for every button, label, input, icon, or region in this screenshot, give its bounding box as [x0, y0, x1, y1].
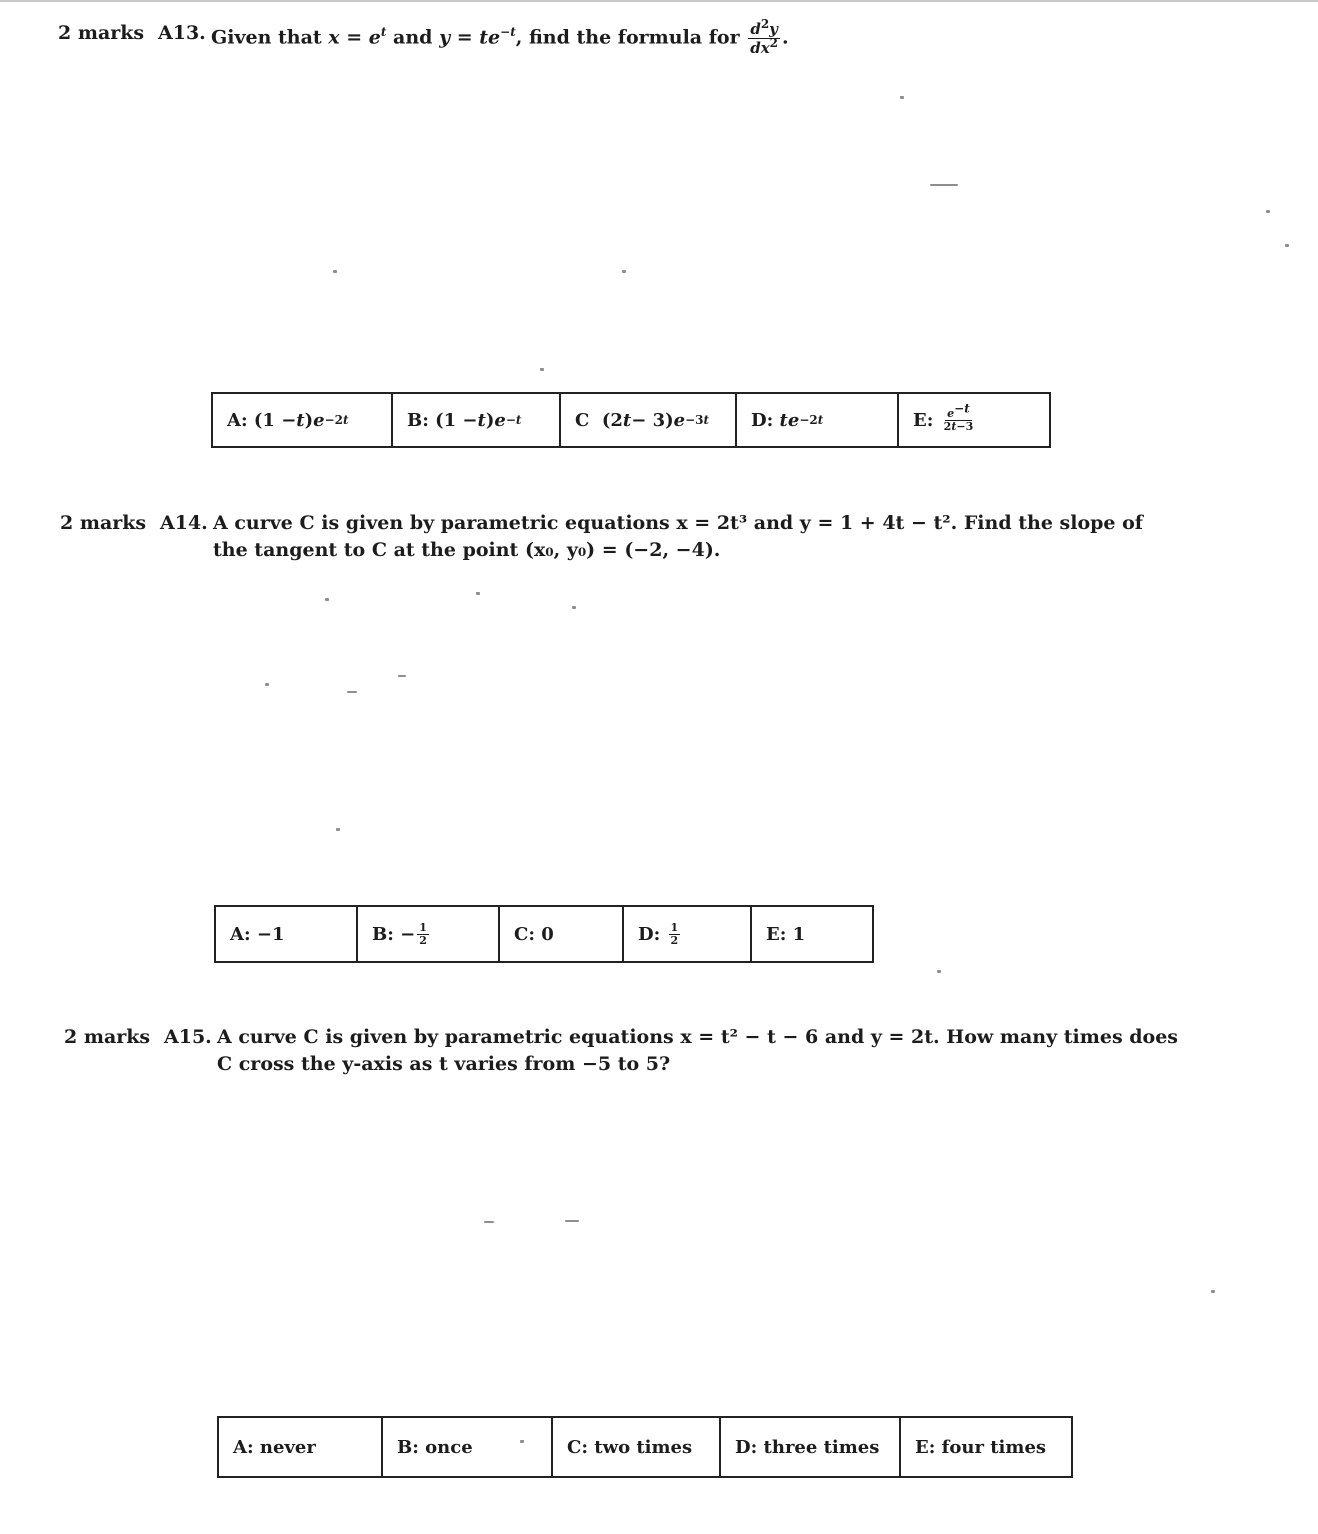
- answer-option-b[interactable]: B: − $\frac{1}{2}$: [358, 907, 500, 961]
- answer-option-e[interactable]: E: four times: [915, 1436, 1047, 1458]
- answer-option-b[interactable]: B: (1 − t ) e −t: [393, 394, 561, 446]
- question-text: Given that $x = e^t$ and $y = te^{-t}$, find the formula for $\frac{d^2y}{dx^2}$ .: [211, 17, 789, 57]
- page-top-edge: [0, 0, 1318, 2]
- answer-choices-a14: [214, 905, 874, 963]
- marks-label: 2 marks: [64, 1026, 151, 1048]
- answer-option-c[interactable]: C: 0: [500, 907, 624, 961]
- answer-option-d[interactable]: D: $\frac{1}{2}$: [624, 907, 752, 961]
- answer-choices-a15: [217, 1416, 1073, 1478]
- question-a15: [64, 1024, 1264, 1084]
- answer-option-c[interactable]: C: two times: [553, 1418, 721, 1476]
- question-number: A14.: [160, 512, 208, 534]
- answer-option-e[interactable]: E: $\frac{e^{-t}}{2t-3}$: [913, 400, 974, 433]
- answer-option-a[interactable]: A: (1 − t ) e −2t: [213, 394, 393, 446]
- answer-option-b[interactable]: B: once: [383, 1418, 553, 1476]
- answer-option-e[interactable]: E: 1: [766, 923, 806, 945]
- answer-option-d[interactable]: D: three times: [721, 1418, 901, 1476]
- answer-option-a[interactable]: A: never: [219, 1418, 383, 1476]
- answer-option-a[interactable]: A: −1: [216, 907, 358, 961]
- marks-label: 2 marks: [58, 22, 145, 44]
- question-a14: [60, 510, 1260, 570]
- marks-label: 2 marks: [60, 512, 147, 534]
- question-text: A curve C is given by parametric equations x = 2t³ and y = 1 + 4t − t². Find the slope of the tangent to C at the point (x₀, y₀) = (−2, −4).: [213, 512, 1143, 561]
- d2y-dx2-fraction: $\frac{d^2y}{dx^2}$: [750, 17, 778, 57]
- question-number: A15.: [164, 1026, 212, 1048]
- answer-option-d[interactable]: D: te −2t: [737, 394, 899, 446]
- question-a13: [58, 17, 1258, 60]
- answer-choices-a13: [211, 392, 1051, 448]
- answer-option-c[interactable]: C (2 t − 3) e −3t: [561, 394, 737, 446]
- question-number: A13.: [158, 22, 206, 44]
- question-text: A curve C is given by parametric equations x = t² − t − 6 and y = 2t. How many times does C cross the y-axis as t varies from −5 to 5?: [217, 1026, 1178, 1075]
